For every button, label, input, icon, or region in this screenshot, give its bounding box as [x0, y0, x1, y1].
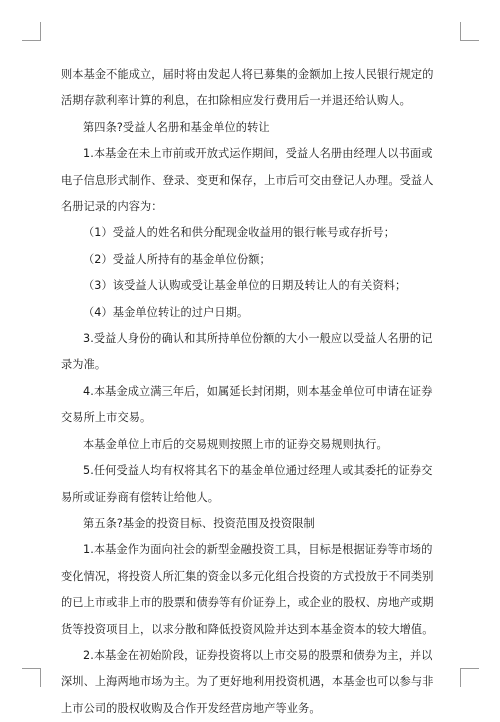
- paragraph: 则本基金不能成立，届时将由发起人将已募集的金额加上按人民银行规定的活期存款利率计算的利息，在扣除相应发行费用后一并退还给认购人。: [61, 68, 434, 108]
- crop-mark-top-right: [460, 22, 479, 41]
- paragraph: 1.本基金作为面向社会的新型金融投资工具，目标是根据证券等市场的变化情况，将投资人所汇集的资金以多元化组合投资的方式投放于不同类别的已上市或非上市的股票和债券等有价证券上，或企业的股权、房地产或期货等投资项目上，以求分散和降低投资风险并达到本基金资本的较大增值。: [61, 543, 434, 636]
- list-item: （2）受益人所持有的基金单位份额；: [83, 252, 271, 266]
- crop-mark-top-left: [22, 22, 41, 41]
- paragraph: 4.本基金成立满三年后，如属延长封闭期，则本基金单位可申请在证券交易所上市交易。: [61, 384, 433, 425]
- paragraph: 1.本基金在未上市前或开放式运作期间，受益人名册由经理人以书面或电子信息形式制作、登录、变更和保存，上市后可交由登记人办理。受益人名册记录的内容为：: [61, 147, 434, 214]
- paragraph: 5.任何受益人均有权将其名下的基金单位通过经理人或其委托的证券交易所或证券商有偿转让给他人。: [61, 464, 433, 504]
- section-heading: 第五条?基金的投资目标、投资范围及投资限制: [83, 516, 315, 530]
- document-body: [61, 62, 440, 722]
- paragraph: 本基金单位上市后的交易规则按照上市的证券交易规则执行。: [83, 437, 388, 451]
- list-item: （4）基金单位转让的过户日期。: [83, 305, 249, 319]
- paragraph: 3.受益人身份的确认和其所持单位份额的大小一般应以受益人名册的记录为准。: [61, 332, 433, 372]
- crop-mark-bottom-right: [460, 668, 479, 687]
- list-item: （1）受益人的姓名和供分配现金收益用的银行帐号或存折号；: [83, 226, 395, 240]
- list-item: （3）该受益人认购或受让基金单位的日期及转让人的有关资料；: [83, 279, 407, 293]
- section-heading: 第四条?受益人名册和基金单位的转让: [83, 120, 270, 134]
- crop-mark-bottom-left: [22, 668, 41, 687]
- paragraph: 2.本基金在初始阶段，证券投资将以上市交易的股票和债券为主，并以深圳、上海两地市场为主。为了更好地利用投资机遇，本基金也可以参与非上市公司的股权收购及合作开发经营房地产等业务。: [61, 648, 434, 715]
